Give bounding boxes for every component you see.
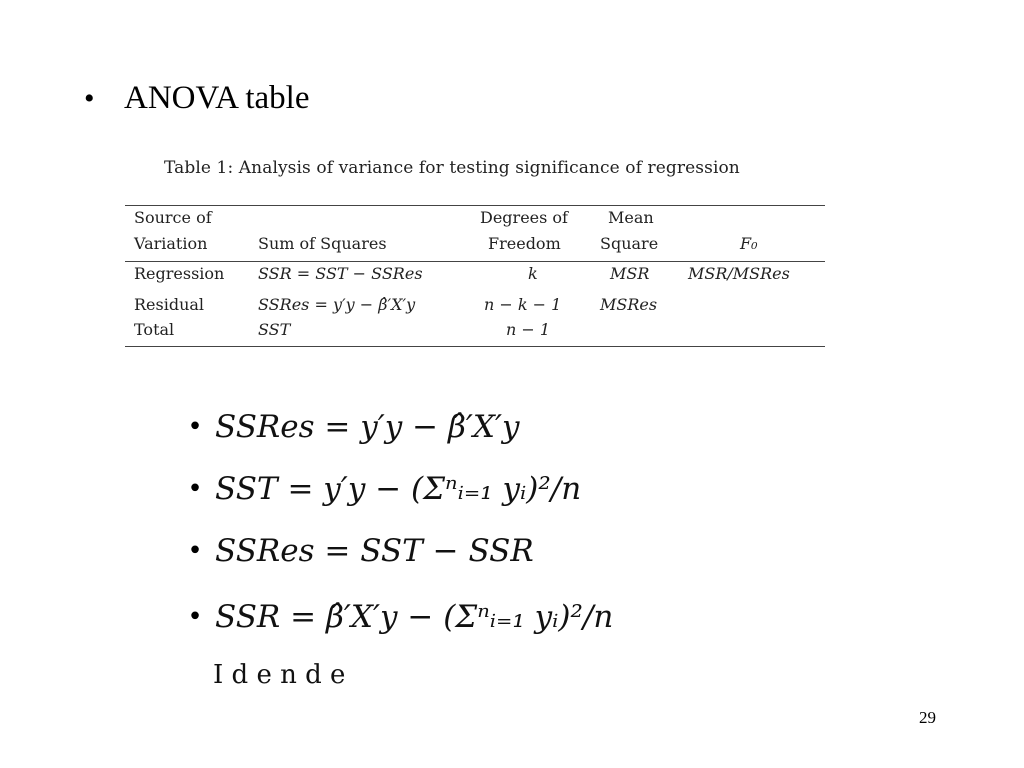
header-sum-of-squares: Sum of Squares	[258, 234, 387, 253]
row-residual-dof: n − k − 1	[484, 295, 562, 314]
table-caption: Table 1: Analysis of variance for testing significance of regression	[164, 158, 740, 178]
header-f0: F₀	[740, 234, 758, 253]
anova-table-figure	[122, 150, 830, 366]
row-total-ss: SST	[258, 320, 291, 339]
header-dof-line1: Degrees of	[480, 208, 568, 227]
header-ms-line1: Mean	[608, 208, 654, 227]
table-header-rule	[125, 261, 825, 262]
row-regression-f0: MSR/MSRes	[688, 264, 790, 283]
row-regression-source: Regression	[134, 264, 225, 283]
formula-ss-regression: SSR = β̂′X′y − (Σⁿᵢ₌₁ yᵢ)²/n	[215, 599, 614, 635]
formula-item	[175, 589, 613, 645]
page-number: 29	[919, 708, 936, 727]
formula-list-figure	[175, 395, 695, 690]
formula-bullet: •	[187, 474, 203, 504]
truncated-text-line: I d e n d e	[213, 660, 346, 690]
header-source-line2: Variation	[134, 234, 208, 253]
slide-title: ANOVA table	[124, 80, 310, 116]
row-residual-ms: MSRes	[600, 295, 658, 314]
formula-item	[175, 399, 520, 455]
header-source-line1: Source of	[134, 208, 212, 227]
row-regression-ss: SSR = SST − SSRes	[258, 264, 423, 283]
formula-ss-res-difference: SSRes = SST − SSR	[215, 533, 534, 569]
slide-title-bullet	[84, 76, 309, 121]
formula-bullet: •	[187, 536, 203, 566]
row-residual-ss: SSRes = y′y − β̂′X′y	[258, 295, 416, 314]
row-total-source: Total	[134, 320, 175, 339]
table-top-rule	[125, 205, 825, 206]
table-bottom-rule	[125, 346, 825, 347]
header-ms-line2: Square	[600, 234, 659, 253]
bullet-marker: •	[84, 82, 95, 115]
formula-item	[175, 461, 581, 517]
row-regression-dof: k	[528, 264, 538, 283]
formula-bullet: •	[187, 602, 203, 632]
formula-item	[175, 523, 534, 579]
row-total-dof: n − 1	[506, 320, 551, 339]
row-regression-ms: MSR	[610, 264, 650, 283]
formula-ss-res-definition: SSRes = y′y − β̂′X′y	[215, 409, 520, 445]
formula-ss-total: SST = y′y − (Σⁿᵢ₌₁ yᵢ)²/n	[215, 471, 582, 507]
header-dof-line2: Freedom	[488, 234, 561, 253]
row-residual-source: Residual	[134, 295, 205, 314]
formula-bullet: •	[187, 412, 203, 442]
